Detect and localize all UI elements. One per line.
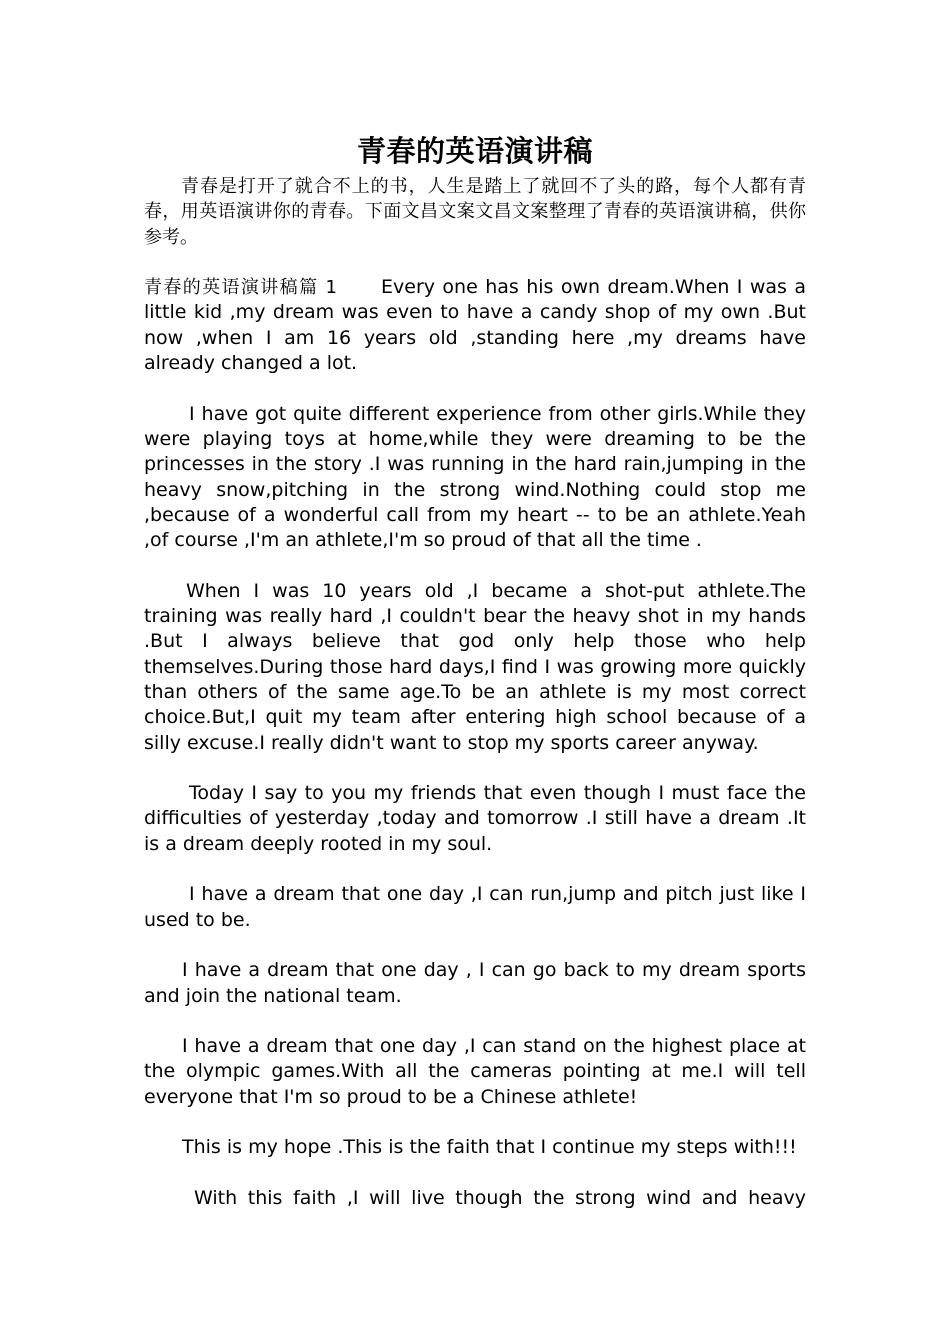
paragraph-4: Today I say to you my friends that even though I must face the difficulties of yesterday ,today and tomorrow .I still have a dream .It is a dream deeply rooted in my soul. xyxy=(144,782,806,855)
document-page xyxy=(144,130,806,1211)
paragraph-gap xyxy=(144,933,806,958)
paragraph-7: I have a dream that one day ,I can stand on the highest place at the olympic games.With all the cameras pointing at me.I will tell everyone that I'm so proud to be a Chinese athlete! xyxy=(144,1035,806,1108)
paragraph-8: This is my hope .This is the faith that I continue my steps with!!! xyxy=(182,1136,797,1159)
paragraph-gap xyxy=(144,1009,806,1034)
paragraph-gap xyxy=(144,1110,806,1135)
paragraph-1-text: Every one has his own dream.When I was a little kid ,my dream was even to have a candy shop of my own .But now ,when I am 16 years old ,standing here ,my dreams have already changed a lot. xyxy=(144,276,806,375)
paragraph-1 xyxy=(144,275,806,376)
paragraph-5: I have a dream that one day ,I can run,jump and pitch just like I used to be. xyxy=(144,883,806,931)
intro-paragraph: 青春是打开了就合不上的书，人生是踏上了就回不了头的路，每个人都有青春，用英语演讲你的青春。下面文昌文案文昌文案整理了青春的英语演讲稿，供你参考。 xyxy=(144,176,806,248)
paragraph-gap xyxy=(144,857,806,882)
paragraph-gap xyxy=(144,553,806,578)
paragraph-gap xyxy=(144,1161,806,1186)
paragraph-2: I have got quite different experience from other girls.While they were playing toys at home,while they were dreaming to be the princesses in the story .I was running in the hard rain,jumping in the heavy snow,pitching in the strong wind.Nothing could stop me ,because of a wonderful call from my heart -- to be an athlete.Yeah ,of course ,I'm an athlete,I'm so proud of that all the time . xyxy=(144,402,806,552)
document-title: 青春的英语演讲稿 xyxy=(356,134,593,168)
section-heading: 青春的英语演讲稿篇 1 xyxy=(144,277,338,299)
paragraph-6: I have a dream that one day , I can go back to my dream sports and join the national team. xyxy=(144,959,806,1007)
paragraph-9: With this faith ,I will live though the strong wind and heavy xyxy=(194,1186,806,1209)
paragraph-gap xyxy=(144,250,806,275)
paragraph-gap xyxy=(144,756,806,781)
paragraph-gap xyxy=(144,376,806,401)
paragraph-3: When I was 10 years old ,I became a shot-put athlete.The training was really hard ,I couldn't bear the heavy shot in my hands .But I always believe that god only help those who help themselves.During those hard days,I find I was growing more quickly than others of the same age.To be an athlete is my most correct choice.But,I quit my team after entering high school because of a silly excuse.I really didn't want to stop my sports career anyway. xyxy=(144,579,806,754)
